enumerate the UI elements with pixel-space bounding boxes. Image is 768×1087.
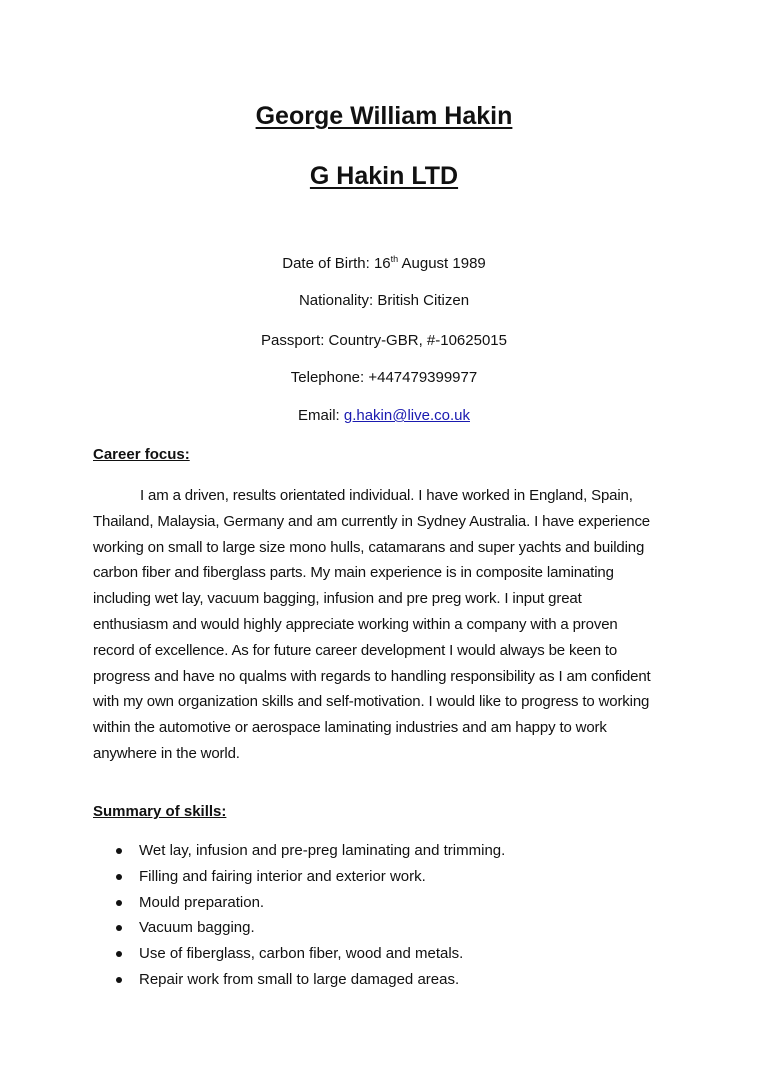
- skills-heading: Summary of skills:: [93, 803, 227, 820]
- email: [0, 406, 768, 426]
- dob-rest: August 1989: [398, 255, 486, 272]
- bullet-icon: [116, 848, 122, 854]
- list-item: [93, 890, 693, 916]
- dob-label: Date of Birth: 16: [282, 255, 391, 272]
- dob-ordinal-suffix: th: [390, 254, 399, 264]
- candidate-name: George William Hakin: [255, 102, 513, 130]
- date-of-birth: [0, 254, 768, 274]
- list-item: [93, 864, 693, 890]
- list-item: [93, 967, 693, 993]
- passport: Passport: Country-GBR, #-10625015: [261, 332, 507, 349]
- list-item: [93, 838, 693, 864]
- skills-list: [93, 838, 693, 993]
- skill-text: Vacuum bagging.: [139, 919, 255, 937]
- skill-text: Use of fiberglass, carbon fiber, wood and metals.: [139, 945, 464, 963]
- skill-text: Mould preparation.: [139, 893, 265, 911]
- skill-text: Wet lay, infusion and pre-preg laminating and trimming.: [139, 842, 506, 859]
- bullet-icon: [116, 925, 122, 931]
- nationality: Nationality: British Citizen: [298, 292, 470, 309]
- telephone: Telephone: +447479399977: [290, 369, 478, 386]
- skill-text: Filling and fairing interior and exterior work.: [139, 867, 426, 885]
- company-name: G Hakin LTD: [309, 162, 459, 190]
- email-label: Email:: [298, 407, 344, 424]
- bullet-icon: [116, 874, 122, 880]
- list-item: [93, 915, 693, 941]
- bullet-icon: [116, 951, 122, 957]
- career-focus-heading: Career focus:: [93, 446, 190, 463]
- skill-text: Repair work from small to large damaged areas.: [139, 970, 460, 988]
- career-focus-text: I am a driven, results orientated individual. I have worked in England, Spain, Thailand, Malaysia, Germany and am currently in Sydney Australia. I have experience working on small to large size mono hulls, catamarans and super yachts and building carbon fiber and fiberglass parts. My main experience is in composite laminating including wet lay, vacuum bagging, infusion and pre preg work. I input great enthusiasm and would highly appreciate working within a company with a proven record of excellence. As for future career development I would always be keen to progress and have no qualms with regards to handling responsibility as I am confident with my own organization skills and self-motivation. I would like to progress to working within the automotive or aerospace laminating industries and am happy to work anywhere in the world.: [93, 487, 651, 762]
- bullet-icon: [116, 977, 122, 983]
- list-item: [93, 941, 693, 967]
- email-link[interactable]: g.hakin@live.co.uk: [343, 407, 470, 424]
- bullet-icon: [116, 900, 122, 906]
